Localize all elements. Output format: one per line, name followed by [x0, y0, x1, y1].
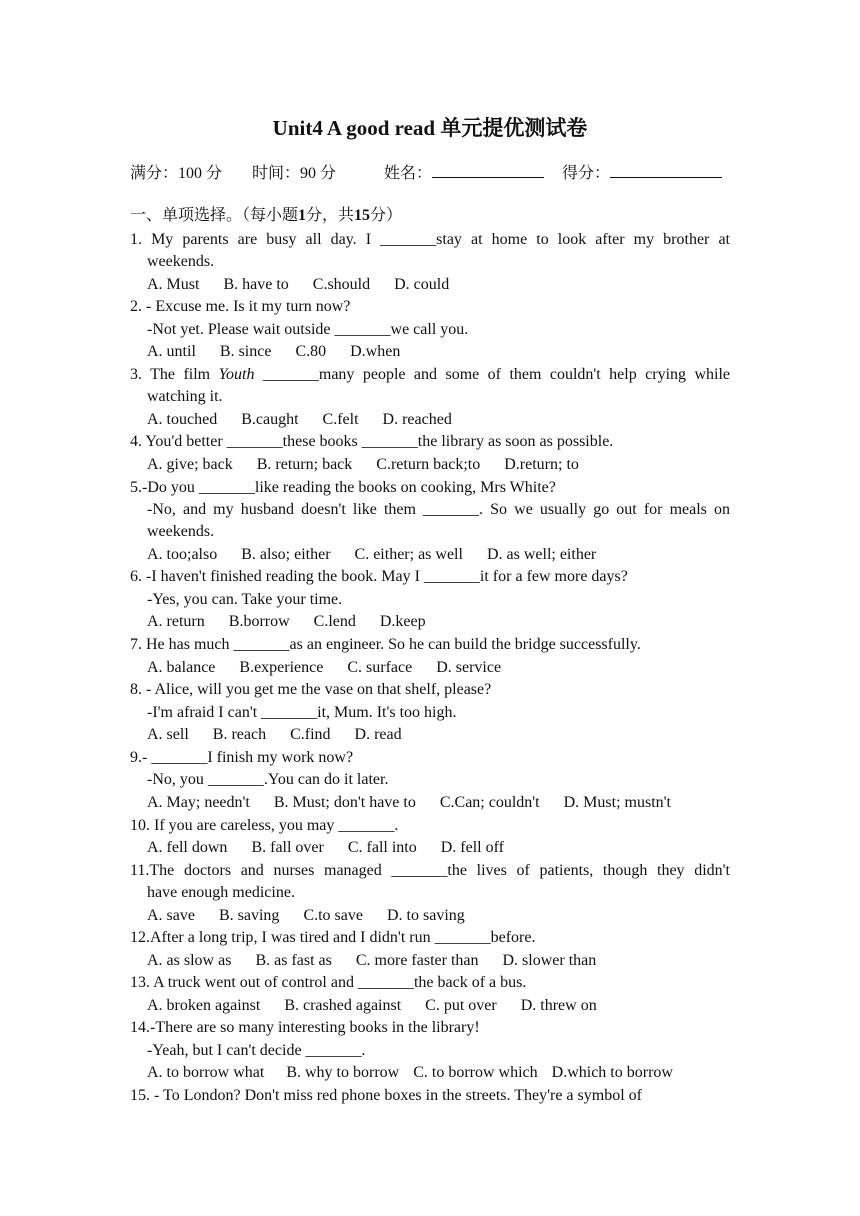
question-2-cont: -Not yet. Please wait outside _______we call you. — [147, 321, 469, 338]
option-a: A. until — [147, 343, 196, 360]
option-a: A. give; back — [147, 456, 233, 473]
option-c: C.to save — [303, 907, 363, 924]
question-7-options — [147, 657, 730, 679]
option-d: D.which to borrow — [551, 1064, 673, 1081]
option-a: A. broken against — [147, 997, 261, 1014]
option-b: B. also; either — [241, 546, 331, 563]
option-c: C.return back;to — [376, 456, 481, 473]
option-b: B. crashed against — [284, 997, 402, 1014]
question-14-cont: -Yeah, but I can't decide _______. — [147, 1042, 366, 1059]
option-c: C. either; as well — [354, 546, 463, 563]
question-2-options — [147, 341, 730, 363]
option-a: A. touched — [147, 411, 218, 428]
question-6: 6. -I haven't finished reading the book. May I _______it for a few more days? — [130, 568, 628, 585]
option-a: A. sell — [147, 726, 189, 743]
option-c: C. to borrow which — [413, 1064, 538, 1081]
option-d: D. service — [436, 659, 502, 676]
option-d: D. to saving — [386, 907, 465, 924]
option-d: D. Must; mustn't — [563, 794, 671, 811]
question-5-cont: -No, and my husband doesn't like them _______. So we usually go out for meals on — [147, 501, 730, 518]
option-b: B. have to — [223, 276, 289, 293]
option-d: D.when — [350, 343, 401, 360]
option-b: B. why to borrow — [286, 1064, 400, 1081]
question-10-options — [147, 837, 730, 859]
question-8-options — [147, 724, 730, 746]
option-a: A. balance — [147, 659, 216, 676]
question-1-cont: weekends. — [147, 253, 215, 270]
section-heading: 一、单项选择。（每小题1分，共15分） — [130, 207, 403, 224]
question-8: 8. - Alice, will you get me the vase on that shelf, please? — [130, 681, 492, 698]
question-5: 5.-Do you _______like reading the books on cooking, Mrs White? — [130, 479, 556, 496]
option-b: B.borrow — [228, 613, 290, 630]
option-c: C. fall into — [347, 839, 417, 856]
option-b: B. return; back — [256, 456, 353, 473]
question-4-options — [147, 454, 730, 476]
option-d: D.return; to — [504, 456, 579, 473]
option-c: C. surface — [347, 659, 413, 676]
option-d: D. read — [354, 726, 402, 743]
name-blank[interactable] — [432, 161, 544, 178]
option-b: B. as fast as — [255, 952, 332, 969]
name-label: 姓名： — [384, 165, 433, 182]
full-score: 满分：100 分 — [130, 165, 223, 182]
header-info — [130, 161, 730, 185]
option-a: A. as slow as — [147, 952, 232, 969]
option-a: A. return — [147, 613, 205, 630]
question-4: 4. You'd better _______these books _______the library as soon as possible. — [130, 433, 614, 450]
question-6-cont: -Yes, you can. Take your time. — [147, 591, 343, 608]
question-3-cont: watching it. — [147, 388, 223, 405]
question-15: 15. - To London? Don't miss red phone boxes in the streets. They're a symbol of — [130, 1087, 642, 1104]
option-a: A. too;also — [147, 546, 218, 563]
option-c: C.80 — [295, 343, 327, 360]
question-9-options — [147, 792, 730, 814]
option-a: A. fell down — [147, 839, 228, 856]
question-9-cont: -No, you _______.You can do it later. — [147, 771, 389, 788]
question-11-cont: have enough medicine. — [147, 884, 295, 901]
option-c: C.felt — [322, 411, 359, 428]
option-a: A. May; needn't — [147, 794, 250, 811]
question-5-cont-2: weekends. — [147, 523, 215, 540]
score-blank[interactable] — [610, 161, 722, 178]
question-13-options — [147, 995, 730, 1017]
option-d: D. fell off — [440, 839, 504, 856]
option-d: D.keep — [379, 613, 426, 630]
question-2: 2. - Excuse me. Is it my turn now? — [130, 298, 351, 315]
question-8-cont: -I'm afraid I can't _______it, Mum. It's too high. — [147, 704, 457, 721]
option-d: D. as well; either — [486, 546, 597, 563]
option-b: B. saving — [218, 907, 280, 924]
question-7: 7. He has much _______as an engineer. So he can build the bridge successfully. — [130, 636, 641, 653]
option-a: A. Must — [147, 276, 200, 293]
option-a: A. save — [147, 907, 195, 924]
option-b: B. Must; don't have to — [273, 794, 416, 811]
question-5-options — [147, 544, 730, 566]
question-11: 11.The doctors and nurses managed _______the lives of patients, though they didn't — [130, 862, 730, 879]
option-c: C.find — [290, 726, 331, 743]
question-11-options — [147, 905, 730, 927]
question-9: 9.- _______I finish my work now? — [130, 749, 354, 766]
question-1: 1. My parents are busy all day. I _______stay at home to look after my brother at — [130, 231, 730, 248]
option-d: D. slower than — [502, 952, 597, 969]
option-b: B.caught — [241, 411, 299, 428]
option-c: C.Can; couldn't — [439, 794, 540, 811]
option-d: D. reached — [382, 411, 452, 428]
question-1-options — [147, 274, 730, 296]
option-c: C.should — [312, 276, 371, 293]
question-13: 13. A truck went out of control and _______the back of a bus. — [130, 974, 527, 991]
question-3-options — [147, 409, 730, 431]
question-6-options — [147, 611, 730, 633]
option-a: A. to borrow what — [147, 1064, 265, 1081]
option-b: B. reach — [212, 726, 267, 743]
option-d: D. could — [394, 276, 450, 293]
option-c: C.lend — [313, 613, 356, 630]
option-d: D. threw on — [520, 997, 597, 1014]
question-14-options — [147, 1062, 730, 1084]
question-12-options — [147, 950, 730, 972]
question-3: 3. The film Youth _______many people and some of them couldn't help crying while — [130, 366, 731, 383]
option-c: C. put over — [425, 997, 497, 1014]
option-c: C. more faster than — [355, 952, 479, 969]
time-limit: 时间：90 分 — [252, 165, 337, 182]
document-title: Unit4 A good read 单元提优测试卷 — [272, 116, 588, 140]
option-b: B. since — [219, 343, 272, 360]
option-b: B.experience — [239, 659, 324, 676]
question-14: 14.-There are so many interesting books in the library! — [130, 1019, 480, 1036]
question-12: 12.After a long trip, I was tired and I didn't run _______before. — [130, 929, 536, 946]
question-10: 10. If you are careless, you may _______. — [130, 817, 399, 834]
score-label: 得分： — [562, 165, 611, 182]
option-b: B. fall over — [251, 839, 324, 856]
